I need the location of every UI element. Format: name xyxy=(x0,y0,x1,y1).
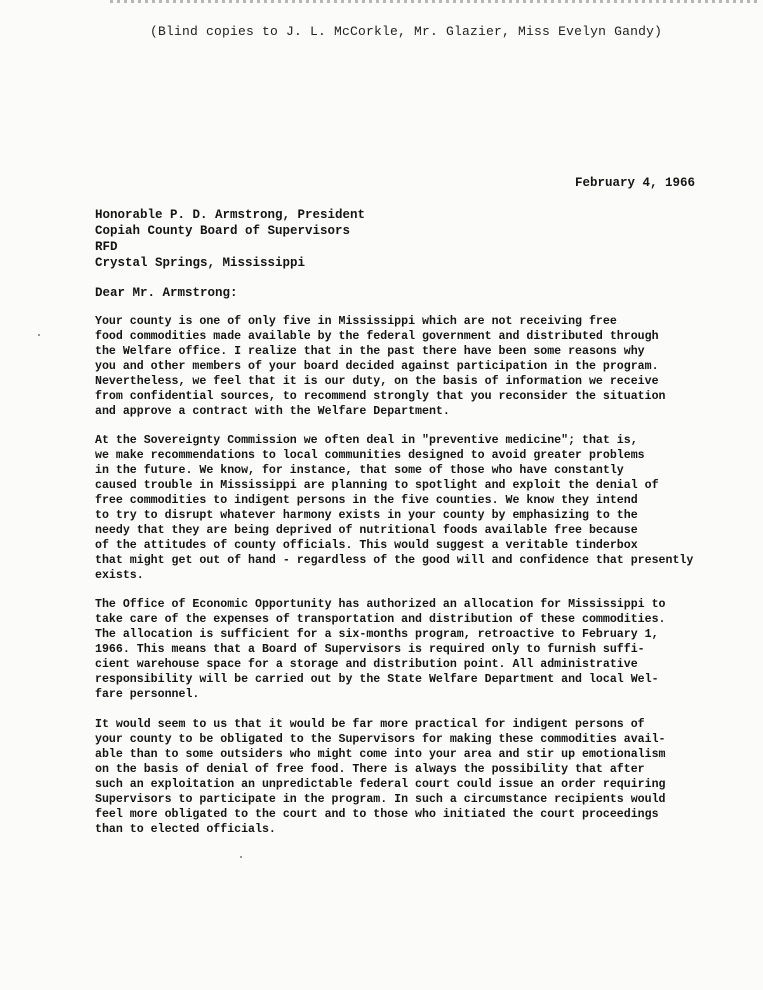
text-line: and approve a contract with the Welfare Department. xyxy=(95,405,450,418)
text-line: to try to disrupt whatever harmony exists in your county by emphasizing to the xyxy=(95,509,638,522)
text-line: the Welfare office. I realize that in the past there have been some reasons why xyxy=(95,345,645,358)
text-line: caused trouble in Mississippi are planning to spotlight and exploit the denial of xyxy=(95,479,659,492)
text-line: free commodities to indigent persons in the five counties. We know they intend xyxy=(95,494,638,507)
text-line: fare personnel. xyxy=(95,688,200,701)
text-line: your county to be obligated to the Supervisors for making these commodities avail- xyxy=(95,733,666,746)
paper-speck xyxy=(240,856,242,858)
text-line: Nevertheless, we feel that it is our duty, on the basis of information we receive xyxy=(95,375,659,388)
text-line: such an exploitation an unpredictable federal court could issue an order requiring xyxy=(95,778,666,791)
text-line: At the Sovereignty Commission we often deal in "preventive medicine"; that is, xyxy=(95,434,638,447)
address-line: Crystal Springs, Mississippi xyxy=(95,256,306,270)
address-line: Honorable P. D. Armstrong, President xyxy=(95,208,366,222)
recipient-address xyxy=(95,207,365,271)
address-line: Copiah County Board of Supervisors xyxy=(95,224,351,238)
text-line: food commodities made available by the federal government and distributed through xyxy=(95,330,659,343)
text-line: you and other members of your board decided against participation in the program. xyxy=(95,360,659,373)
text-line: responsibility will be carried out by the State Welfare Department and local Wel- xyxy=(95,673,659,686)
text-line: cient warehouse space for a storage and distribution point. All administrative xyxy=(95,658,638,671)
body-paragraph-4 xyxy=(95,717,666,837)
body-paragraph-2 xyxy=(95,433,693,583)
body-paragraph-1 xyxy=(95,314,666,419)
text-line: needy that they are being deprived of nutritional foods available free because xyxy=(95,524,638,537)
text-line: than to elected officials. xyxy=(95,823,276,836)
text-line: The allocation is sufficient for a six-months program, retroactive to February 1, xyxy=(95,628,659,641)
text-line: from confidential sources, to recommend strongly that you reconsider the situation xyxy=(95,390,666,403)
page-top-edge xyxy=(110,0,760,3)
text-line: It would seem to us that it would be far more practical for indigent persons of xyxy=(95,718,645,731)
paper-speck xyxy=(38,334,40,336)
text-line: in the future. We know, for instance, that some of those who have constantly xyxy=(95,464,624,477)
text-line: Supervisors to participate in the program. In such a circumstance recipients would xyxy=(95,793,666,806)
text-line: 1966. This means that a Board of Supervisors is required only to furnish suffi- xyxy=(95,643,645,656)
salutation: Dear Mr. Armstrong: xyxy=(95,286,238,300)
address-line: RFD xyxy=(95,240,118,254)
text-line: that might get out of hand - regardless of the good will and confidence that presently xyxy=(95,554,694,567)
text-line: able than to some outsiders who might come into your area and stir up emotionalism xyxy=(95,748,666,761)
text-line: Your county is one of only five in Mississippi which are not receiving free xyxy=(95,315,617,328)
text-line: The Office of Economic Opportunity has authorized an allocation for Mississippi to xyxy=(95,598,666,611)
body-paragraph-3 xyxy=(95,597,666,702)
blind-copies-note: (Blind copies to J. L. McCorkle, Mr. Glazier, Miss Evelyn Gandy) xyxy=(150,24,663,39)
text-line: feel more obligated to the court and to those who initiated the court proceedings xyxy=(95,808,659,821)
text-line: we make recommendations to local communities designed to avoid greater problems xyxy=(95,449,645,462)
text-line: exists. xyxy=(95,569,144,582)
letter-date: February 4, 1966 xyxy=(575,176,696,190)
text-line: of the attitudes of county officials. This would suggest a veritable tinderbox xyxy=(95,539,638,552)
text-line: on the basis of denial of free food. There is always the possibility that after xyxy=(95,763,645,776)
text-line: take care of the expenses of transportation and distribution of these commodities. xyxy=(95,613,666,626)
